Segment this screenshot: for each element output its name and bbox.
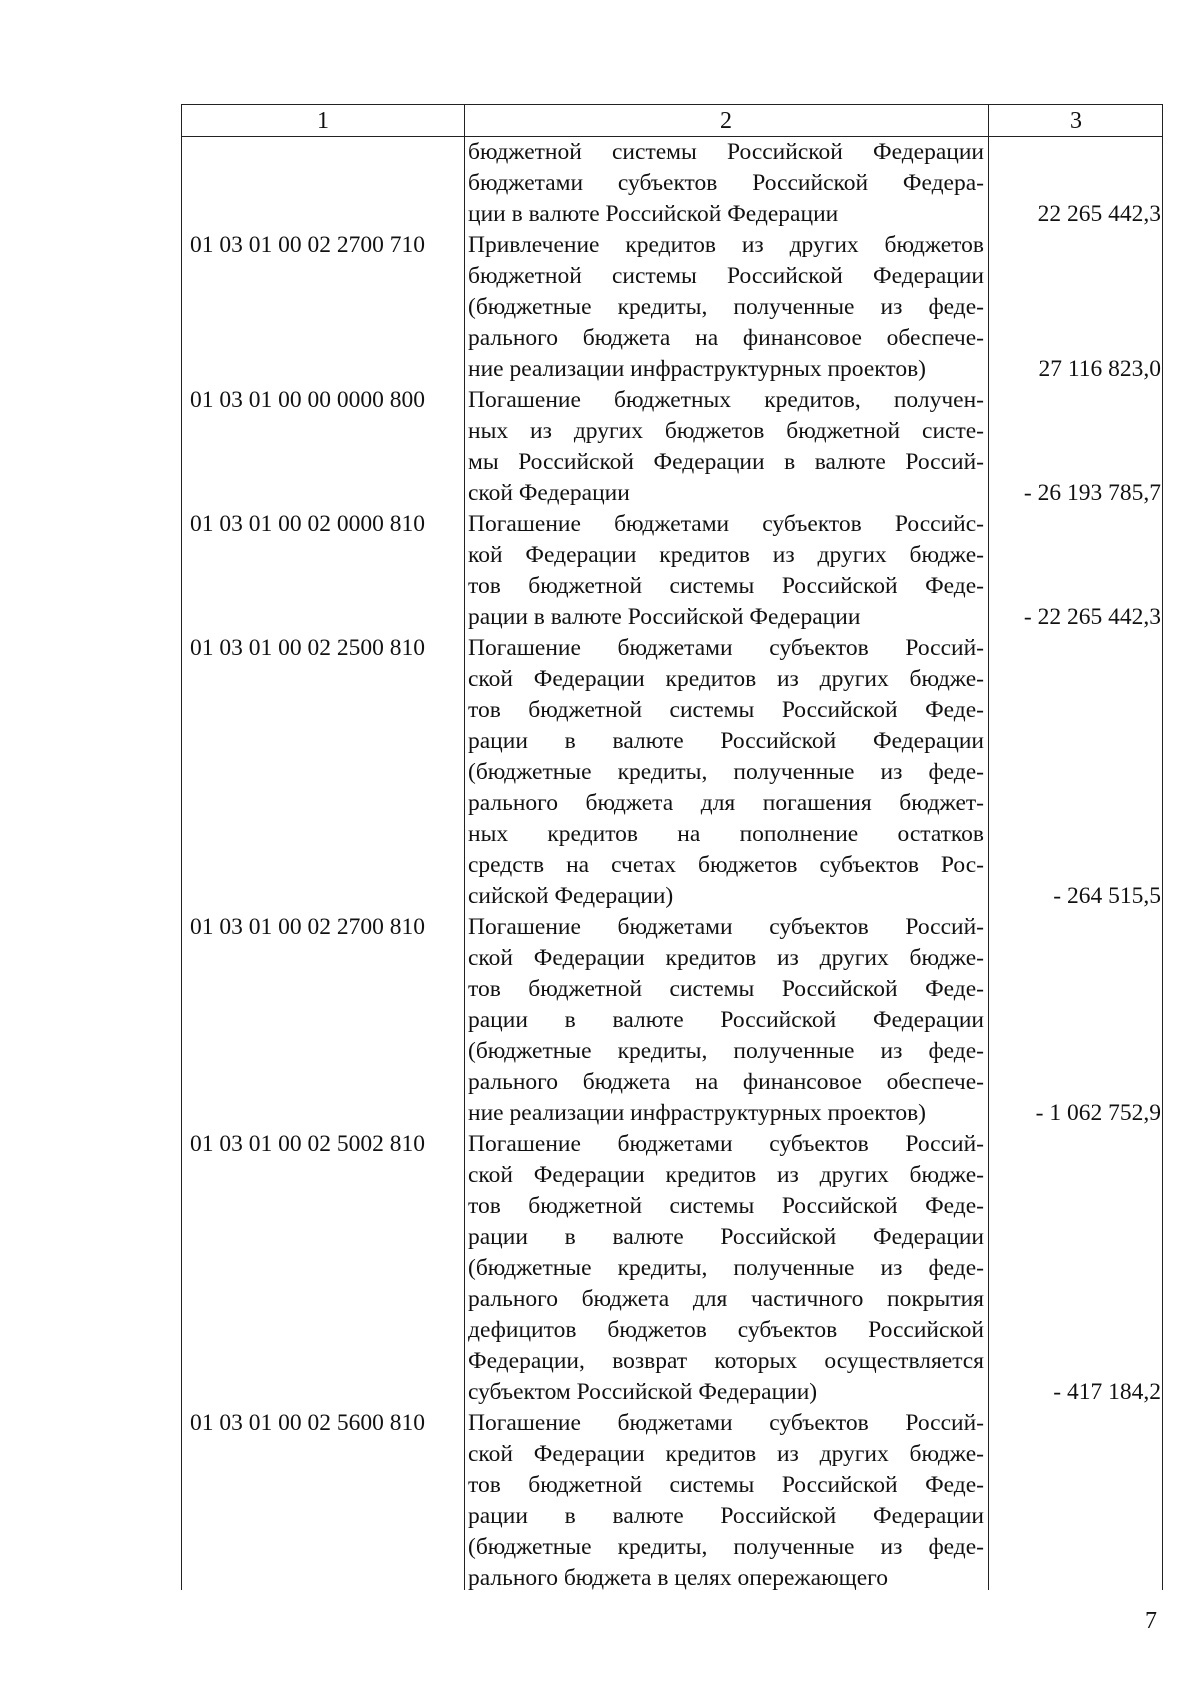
item-description	[468, 633, 984, 912]
description-line: рации в валюте Российской Федерации	[468, 1007, 984, 1033]
description-line: Погашение бюджетами субъектов Российс-	[468, 511, 984, 537]
item-description	[468, 137, 984, 230]
description-line: (бюджетные кредиты, полученные из феде-	[468, 1534, 984, 1560]
table-row	[182, 1408, 1162, 1594]
description-line: ской Федерации	[468, 480, 630, 506]
table-row	[182, 509, 1162, 633]
description-line: рации в валюте Российской Федерации	[468, 728, 984, 754]
amount-value: - 22 265 442,3	[1023, 604, 1161, 630]
description-line: (бюджетные кредиты, полученные из феде-	[468, 759, 984, 785]
amount-value: - 417 184,2	[1053, 1379, 1161, 1405]
description-line: ской Федерации кредитов из других бюдже-	[468, 1441, 984, 1467]
budget-code: 01 03 01 00 02 0000 810	[190, 511, 425, 537]
description-line: тов бюджетной системы Российской Феде-	[468, 1193, 984, 1219]
description-line: (бюджетные кредиты, полученные из феде-	[468, 294, 984, 320]
description-line: средств на счетах бюджетов субъектов Рос-	[468, 852, 984, 878]
table-row	[182, 385, 1162, 509]
description-line: рального бюджета в целях опережающего	[468, 1565, 888, 1591]
amount-value: 27 116 823,0	[1038, 356, 1161, 382]
description-line: ных из других бюджетов бюджетной систе-	[468, 418, 984, 444]
description-line: Погашение бюджетами субъектов Россий-	[468, 635, 984, 661]
description-line: дефицитов бюджетов субъектов Российской	[468, 1317, 984, 1343]
description-line: Погашение бюджетами субъектов Россий-	[468, 1131, 984, 1157]
description-line: рации в валюте Российской Федерации	[468, 1224, 984, 1250]
item-description	[468, 509, 984, 633]
description-line: ской Федерации кредитов из других бюдже-	[468, 666, 984, 692]
page-number: 7	[1145, 1608, 1157, 1634]
table-row	[182, 137, 1162, 230]
description-line: рального бюджета на финансовое обеспече-	[468, 1069, 984, 1095]
budget-code: 01 03 01 00 02 2700 810	[190, 914, 425, 940]
description-line: Погашение бюджетами субъектов Россий-	[468, 914, 984, 940]
description-line: ской Федерации кредитов из других бюдже-	[468, 945, 984, 971]
amount-value: 22 265 442,3	[1037, 201, 1161, 227]
budget-code: 01 03 01 00 00 0000 800	[190, 387, 425, 413]
description-line: рального бюджета на финансовое обеспече-	[468, 325, 984, 351]
table-row	[182, 633, 1162, 912]
table-header-row	[182, 105, 1162, 137]
amount-value: - 264 515,5	[1053, 883, 1161, 909]
description-line: рации в валюте Российской Федерации	[468, 1503, 984, 1529]
description-line: тов бюджетной системы Российской Феде-	[468, 697, 984, 723]
description-line: бюджетами субъектов Российской Федера-	[468, 170, 984, 196]
item-description	[468, 1129, 984, 1408]
table-row	[182, 230, 1162, 385]
description-line: Привлечение кредитов из других бюджетов	[468, 232, 984, 258]
description-line: бюджетной системы Российской Федерации	[468, 263, 984, 289]
header-cell-2: 2	[720, 108, 732, 134]
budget-code: 01 03 01 00 02 5002 810	[190, 1131, 425, 1157]
description-line: субъектом Российской Федерации)	[468, 1379, 818, 1405]
amount-value: - 26 193 785,7	[1023, 480, 1161, 506]
description-line: ской Федерации кредитов из других бюдже-	[468, 1162, 984, 1188]
budget-table	[181, 104, 1163, 1590]
description-line: сийской Федерации)	[468, 883, 674, 909]
amount-value: - 1 062 752,9	[1035, 1100, 1161, 1126]
description-line: ции в валюте Российской Федерации	[468, 201, 839, 227]
description-line: (бюджетные кредиты, полученные из феде-	[468, 1038, 984, 1064]
description-line: (бюджетные кредиты, полученные из феде-	[468, 1255, 984, 1281]
header-cell-3: 3	[1070, 108, 1082, 134]
table-row	[182, 912, 1162, 1129]
description-line: тов бюджетной системы Российской Феде-	[468, 976, 984, 1002]
description-line: ние реализации инфраструктурных проектов)	[468, 1100, 927, 1126]
item-description	[468, 912, 984, 1129]
budget-code: 01 03 01 00 02 2700 710	[190, 232, 425, 258]
description-line: ние реализации инфраструктурных проектов)	[468, 356, 927, 382]
description-line: Погашение бюджетных кредитов, получен-	[468, 387, 984, 413]
item-description	[468, 1408, 984, 1594]
description-line: бюджетной системы Российской Федерации	[468, 139, 984, 165]
description-line: Погашение бюджетами субъектов Россий-	[468, 1410, 984, 1436]
item-description	[468, 385, 984, 509]
description-line: мы Российской Федерации в валюте Россий-	[468, 449, 984, 475]
description-line: рации в валюте Российской Федерации	[468, 604, 861, 630]
item-description	[468, 230, 984, 385]
description-line: Федерации, возврат которых осуществляется	[468, 1348, 984, 1374]
header-cell-1: 1	[317, 108, 329, 134]
description-line: ных кредитов на пополнение остатков	[468, 821, 984, 847]
description-line: тов бюджетной системы Российской Феде-	[468, 1472, 984, 1498]
description-line: рального бюджета для частичного покрытия	[468, 1286, 984, 1312]
description-line: рального бюджета для погашения бюджет-	[468, 790, 984, 816]
budget-code: 01 03 01 00 02 2500 810	[190, 635, 425, 661]
description-line: кой Федерации кредитов из других бюдже-	[468, 542, 984, 568]
table-row	[182, 1129, 1162, 1408]
budget-code: 01 03 01 00 02 5600 810	[190, 1410, 425, 1436]
description-line: тов бюджетной системы Российской Феде-	[468, 573, 984, 599]
